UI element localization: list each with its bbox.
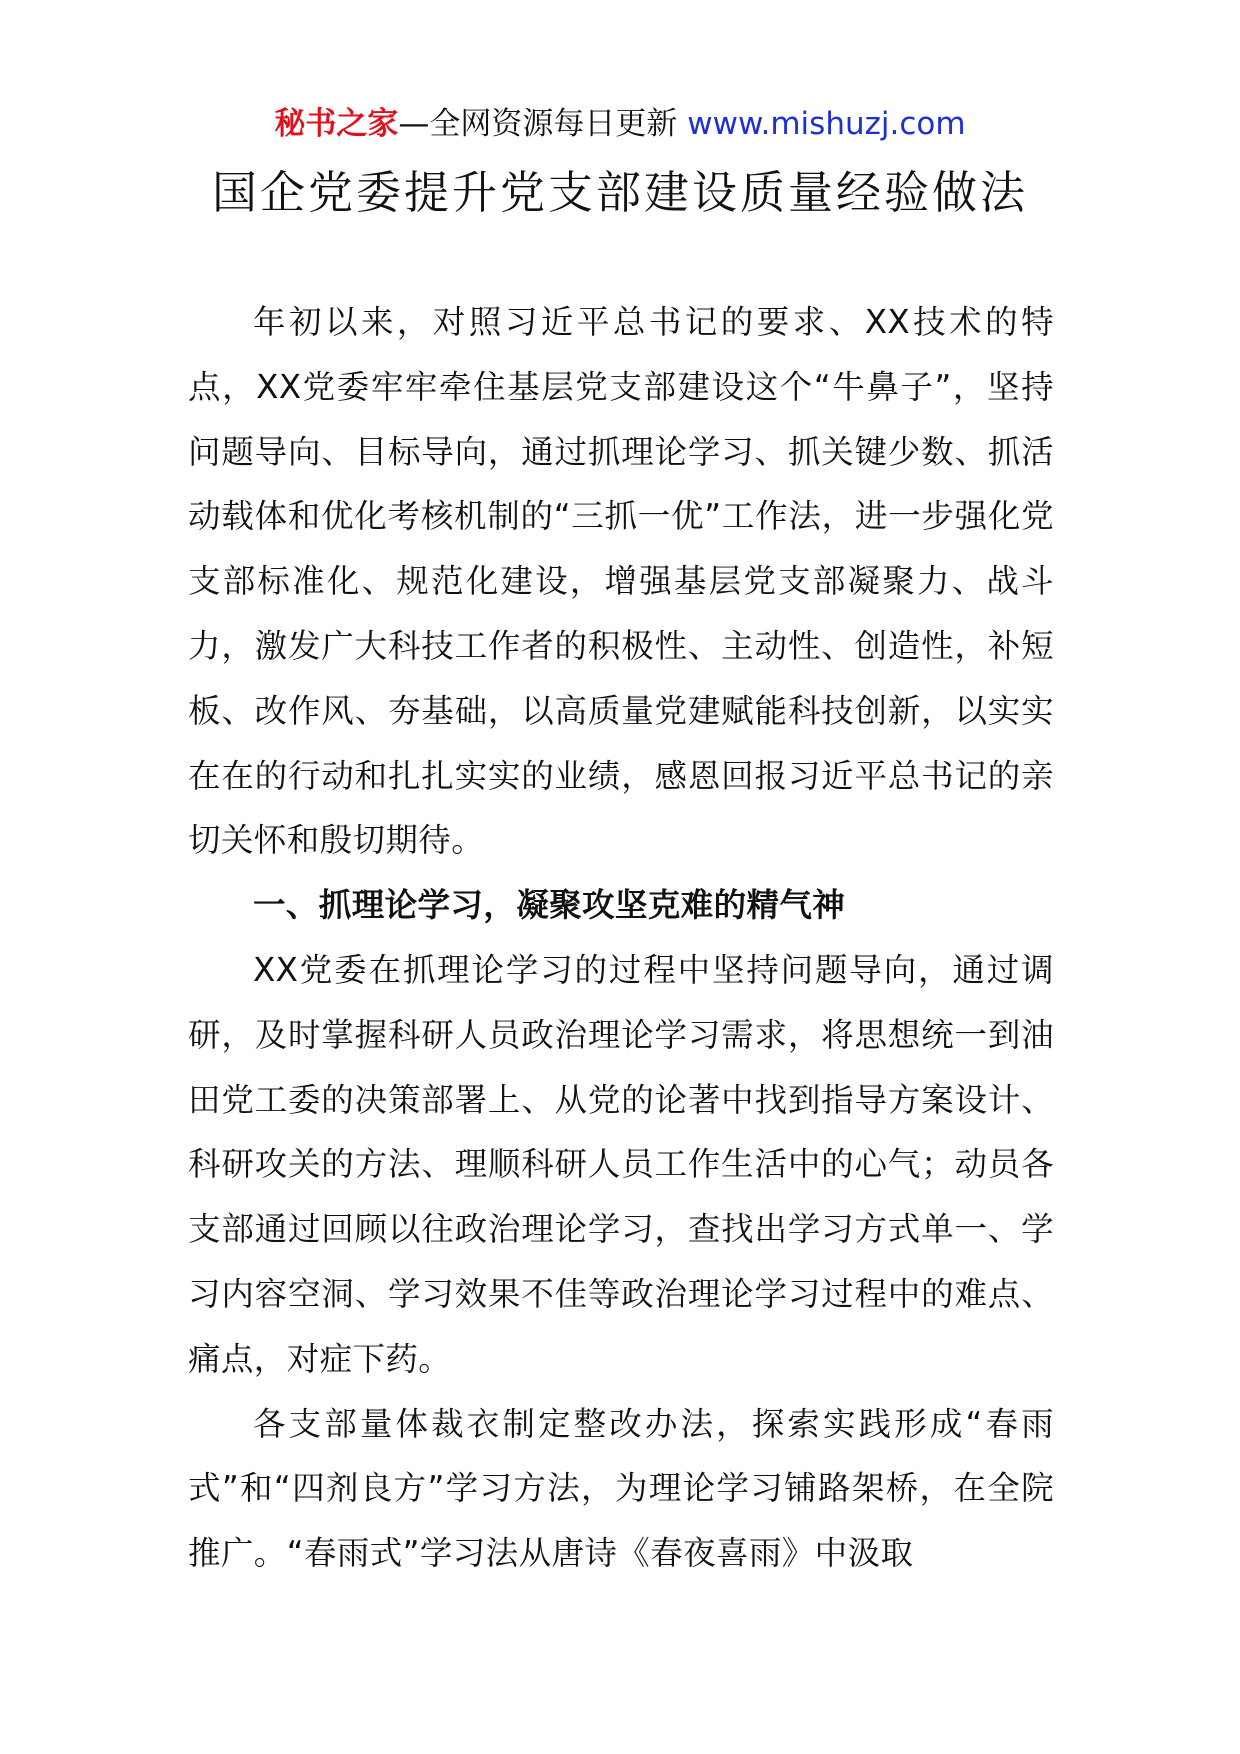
intro-paragraph: 年初以来，对照习近平总书记的要求、XX技术的特点，XX党委牢牢牵住基层党支部建设这个“牛鼻子”，坚持问题导向、目标导向，通过抓理论学习、抓关键少数、抓活动载体和优化考核机制的“三抓一优”工作法，进一步强化党支部标准化、规范化建设，增强基层党支部凝聚力、战斗力，激发广大科技工作者的积极性、主动性、创造性，补短板、改作风、夯基础，以高质量党建赋能科技创新，以实实在在的行动和扎扎实实的业绩，感恩回报习近平总书记的亲切关怀和殷切期待。 <box>188 303 1054 860</box>
section-1-paragraph-1: XX党委在抓理论学习的过程中坚持问题导向，通过调研，及时掌握科研人员政治理论学习需求，将思想统一到油田党工委的决策部署上、从党的论著中找到指导方案设计、科研攻关的方法、理顺科研人员工作生活中的心气；动员各支部通过回顾以往政治理论学习，查找出学习方式单一、学习内容空洞、学习效果不佳等政治理论学习过程中的难点、痛点，对症下药。 <box>188 950 1054 1378</box>
site-brand-name: 秘书之家 <box>274 106 399 142</box>
site-banner <box>0 102 1240 146</box>
document-title: 国企党委提升党支部建设质量经验做法 <box>211 166 1028 219</box>
site-url-link[interactable]: www.mishuzj.com <box>687 106 966 142</box>
section-1-paragraph-2: 各支部量体裁衣制定整改办法，探索实践形成“春雨式”和“四剂良方”学习方法，为理论学习铺路架桥，在全院推广。“春雨式”学习法从唐诗《春夜喜雨》中汲取 <box>188 1404 1054 1573</box>
site-tagline: —全网资源每日更新 <box>398 106 678 142</box>
document-body <box>188 290 1054 1586</box>
section-heading-1: 一、抓理论学习，凝聚攻坚克难的精气神 <box>253 886 846 925</box>
